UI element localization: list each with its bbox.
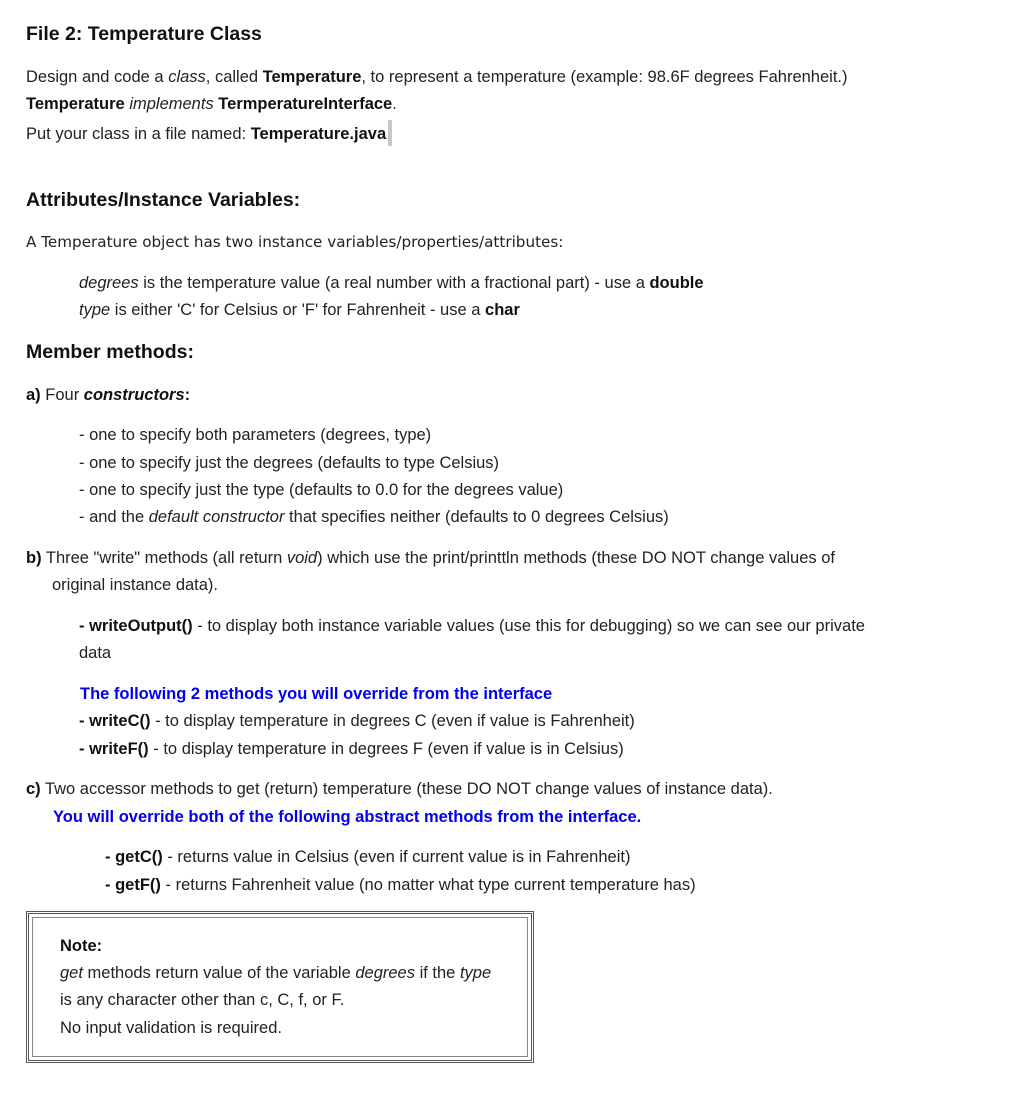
constructor-2: - one to specify just the degrees (defaults to type Celsius)	[79, 454, 500, 472]
override-note: The following 2 methods you will override from the interface	[80, 685, 553, 703]
methods-heading: Member methods:	[26, 341, 194, 363]
method-getf: - getF() - returns Fahrenheit value (no matter what type current temperature has)	[105, 876, 696, 894]
intro-line-3: Put your class in a file named: Temperature.java	[26, 120, 392, 146]
override-abstract-note: You will override both of the following abstract methods from the interface.	[53, 808, 642, 826]
page-title: File 2: Temperature Class	[26, 23, 262, 45]
note-heading: Note:	[60, 937, 103, 955]
note-line-1: get methods return value of the variable degrees if the type	[60, 964, 492, 982]
note-line-2: is any character other than c, C, f, or F.	[60, 991, 345, 1009]
intro-line-1: Design and code a class, called Temperature, to represent a temperature (example: 98.6F degrees Fahrenheit.)	[26, 68, 848, 86]
write-methods-item: b) Three "write" methods (all return void) which use the print/printtln methods (these DO NOT change values of	[26, 549, 835, 567]
accessor-methods-item: c) Two accessor methods to get (return) temperature (these DO NOT change values of instance data).	[26, 780, 773, 798]
constructors-item: a) Four constructors:	[26, 386, 191, 404]
method-writec: - writeC() - to display temperature in degrees C (even if value is Fahrenheit)	[79, 712, 635, 730]
method-writeoutput: - writeOutput() - to display both instance variable values (use this for debugging) so we can see our private	[79, 617, 865, 635]
method-writeoutput-cont: data	[79, 644, 112, 662]
attribute-type: type is either 'C' for Celsius or 'F' for Fahrenheit - use a char	[79, 301, 520, 319]
note-line-3: No input validation is required.	[60, 1019, 282, 1037]
text-cursor	[388, 120, 392, 146]
note-box	[26, 911, 534, 1063]
attributes-description: A Temperature object has two instance variables/properties/attributes:	[26, 233, 564, 251]
intro-line-2: Temperature implements TermperatureInterface.	[26, 95, 397, 113]
filename: Temperature.java	[250, 125, 387, 143]
attributes-heading: Attributes/Instance Variables:	[26, 189, 301, 211]
constructor-3: - one to specify just the type (defaults to 0.0 for the degrees value)	[79, 481, 564, 499]
method-getc: - getC() - returns value in Celsius (even if current value is in Fahrenheit)	[105, 848, 631, 866]
method-writef: - writeF() - to display temperature in degrees F (even if value is in Celsius)	[79, 740, 624, 758]
constructor-1: - one to specify both parameters (degrees, type)	[79, 426, 432, 444]
constructor-4: - and the default constructor that specifies neither (defaults to 0 degrees Celsius)	[79, 508, 669, 526]
write-methods-item-cont: original instance data).	[52, 576, 219, 594]
attribute-degrees: degrees is the temperature value (a real number with a fractional part) - use a double	[79, 274, 704, 292]
